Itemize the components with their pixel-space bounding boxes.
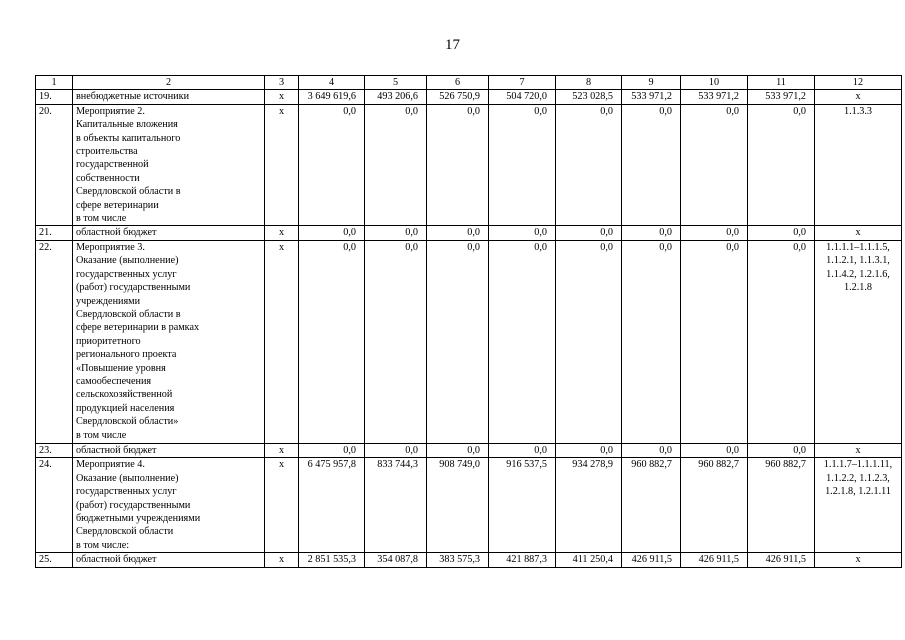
row-target-ref: 1.1.1.7–1.1.1.11, 1.1.2.2, 1.1.2.3, 1.2.1.8, 1.2.1.11: [815, 458, 902, 553]
row-col3: х: [265, 553, 299, 567]
row-value: 0,0: [681, 443, 748, 457]
row-target-ref: х: [815, 226, 902, 240]
row-value: 916 537,5: [489, 458, 556, 553]
row-value: 0,0: [489, 240, 556, 443]
row-name: областной бюджет: [73, 226, 265, 240]
row-value: 0,0: [681, 104, 748, 226]
column-header: 3: [265, 76, 299, 90]
column-header: 6: [427, 76, 489, 90]
row-value: 0,0: [299, 226, 365, 240]
row-value: 504 720,0: [489, 90, 556, 104]
row-value: 533 971,2: [681, 90, 748, 104]
row-value: 0,0: [622, 240, 681, 443]
column-header: 5: [365, 76, 427, 90]
column-header: 11: [748, 76, 815, 90]
row-value: 523 028,5: [556, 90, 622, 104]
row-value: 0,0: [622, 443, 681, 457]
row-value: 383 575,3: [427, 553, 489, 567]
row-target-ref: 1.1.3.3: [815, 104, 902, 226]
row-value: 0,0: [556, 226, 622, 240]
row-value: 0,0: [427, 443, 489, 457]
row-name: Мероприятие 3. Оказание (выполнение) государственных услуг (работ) государственными учреждениями Свердловской области в сфере ветеринарии в рамках приоритетного регионального проекта «Повышение уровня самообеспечения сельскохозяйственной продукцией населения Свердловской области» в том числе: [73, 240, 265, 443]
column-header: 4: [299, 76, 365, 90]
column-header: 8: [556, 76, 622, 90]
table-row: [36, 226, 902, 240]
row-value: 908 749,0: [427, 458, 489, 553]
row-value: 0,0: [556, 104, 622, 226]
row-name: Мероприятие 2. Капитальные вложения в объекты капитального строительства государственной собственности Свердловской области в сфере ветеринарии в том числе: [73, 104, 265, 226]
row-col3: х: [265, 458, 299, 553]
row-value: 493 206,6: [365, 90, 427, 104]
row-number: 24.: [36, 458, 73, 553]
row-value: 411 250,4: [556, 553, 622, 567]
row-value: 0,0: [748, 443, 815, 457]
row-target-ref: 1.1.1.1–1.1.1.5, 1.1.2.1, 1.1.3.1, 1.1.4.2, 1.2.1.6, 1.2.1.8: [815, 240, 902, 443]
row-value: 0,0: [365, 240, 427, 443]
row-col3: х: [265, 240, 299, 443]
row-value: 960 882,7: [748, 458, 815, 553]
row-value: 0,0: [681, 226, 748, 240]
row-name: Мероприятие 4. Оказание (выполнение) государственных услуг (работ) государственными бюджетными учреждениями Свердловской области в том числе:: [73, 458, 265, 553]
row-value: 426 911,5: [748, 553, 815, 567]
column-header: 1: [36, 76, 73, 90]
row-value: 0,0: [365, 104, 427, 226]
row-value: 0,0: [365, 443, 427, 457]
table-row: [36, 458, 902, 553]
row-value: 526 750,9: [427, 90, 489, 104]
row-col3: х: [265, 90, 299, 104]
row-value: 0,0: [622, 104, 681, 226]
column-header: 9: [622, 76, 681, 90]
page-number: 17: [445, 37, 460, 53]
row-value: 0,0: [427, 104, 489, 226]
row-value: 533 971,2: [748, 90, 815, 104]
row-col3: х: [265, 104, 299, 226]
row-value: 0,0: [556, 240, 622, 443]
row-value: 0,0: [299, 443, 365, 457]
row-value: 421 887,3: [489, 553, 556, 567]
row-col3: х: [265, 226, 299, 240]
row-value: 426 911,5: [681, 553, 748, 567]
row-number: 20.: [36, 104, 73, 226]
row-name: внебюджетные источники: [73, 90, 265, 104]
table-row: [36, 104, 902, 226]
row-value: 934 278,9: [556, 458, 622, 553]
row-value: 0,0: [489, 226, 556, 240]
column-header: 7: [489, 76, 556, 90]
row-value: 0,0: [489, 104, 556, 226]
table-row: [36, 553, 902, 567]
row-value: 0,0: [427, 226, 489, 240]
table-body: [36, 76, 902, 568]
row-number: 22.: [36, 240, 73, 443]
row-value: 0,0: [365, 226, 427, 240]
column-header: 10: [681, 76, 748, 90]
row-number: 23.: [36, 443, 73, 457]
row-value: 6 475 957,8: [299, 458, 365, 553]
row-value: 2 851 535,3: [299, 553, 365, 567]
row-number: 25.: [36, 553, 73, 567]
row-name: областной бюджет: [73, 443, 265, 457]
row-value: 533 971,2: [622, 90, 681, 104]
header-row: [36, 76, 902, 90]
row-value: 960 882,7: [622, 458, 681, 553]
budget-table: [35, 75, 902, 568]
row-col3: х: [265, 443, 299, 457]
row-value: 0,0: [427, 240, 489, 443]
row-value: 0,0: [748, 226, 815, 240]
row-value: 3 649 619,6: [299, 90, 365, 104]
row-value: 833 744,3: [365, 458, 427, 553]
row-value: 0,0: [489, 443, 556, 457]
row-value: 0,0: [748, 240, 815, 443]
row-target-ref: х: [815, 90, 902, 104]
row-value: 0,0: [299, 104, 365, 226]
table-row: [36, 90, 902, 104]
column-header: 2: [73, 76, 265, 90]
row-value: 0,0: [622, 226, 681, 240]
column-header: 12: [815, 76, 902, 90]
row-name: областной бюджет: [73, 553, 265, 567]
table-row: [36, 240, 902, 443]
row-number: 21.: [36, 226, 73, 240]
row-target-ref: х: [815, 553, 902, 567]
row-target-ref: х: [815, 443, 902, 457]
row-value: 0,0: [299, 240, 365, 443]
row-number: 19.: [36, 90, 73, 104]
row-value: 0,0: [556, 443, 622, 457]
row-value: 354 087,8: [365, 553, 427, 567]
row-value: 426 911,5: [622, 553, 681, 567]
row-value: 0,0: [681, 240, 748, 443]
row-value: 960 882,7: [681, 458, 748, 553]
table-row: [36, 443, 902, 457]
row-value: 0,0: [748, 104, 815, 226]
